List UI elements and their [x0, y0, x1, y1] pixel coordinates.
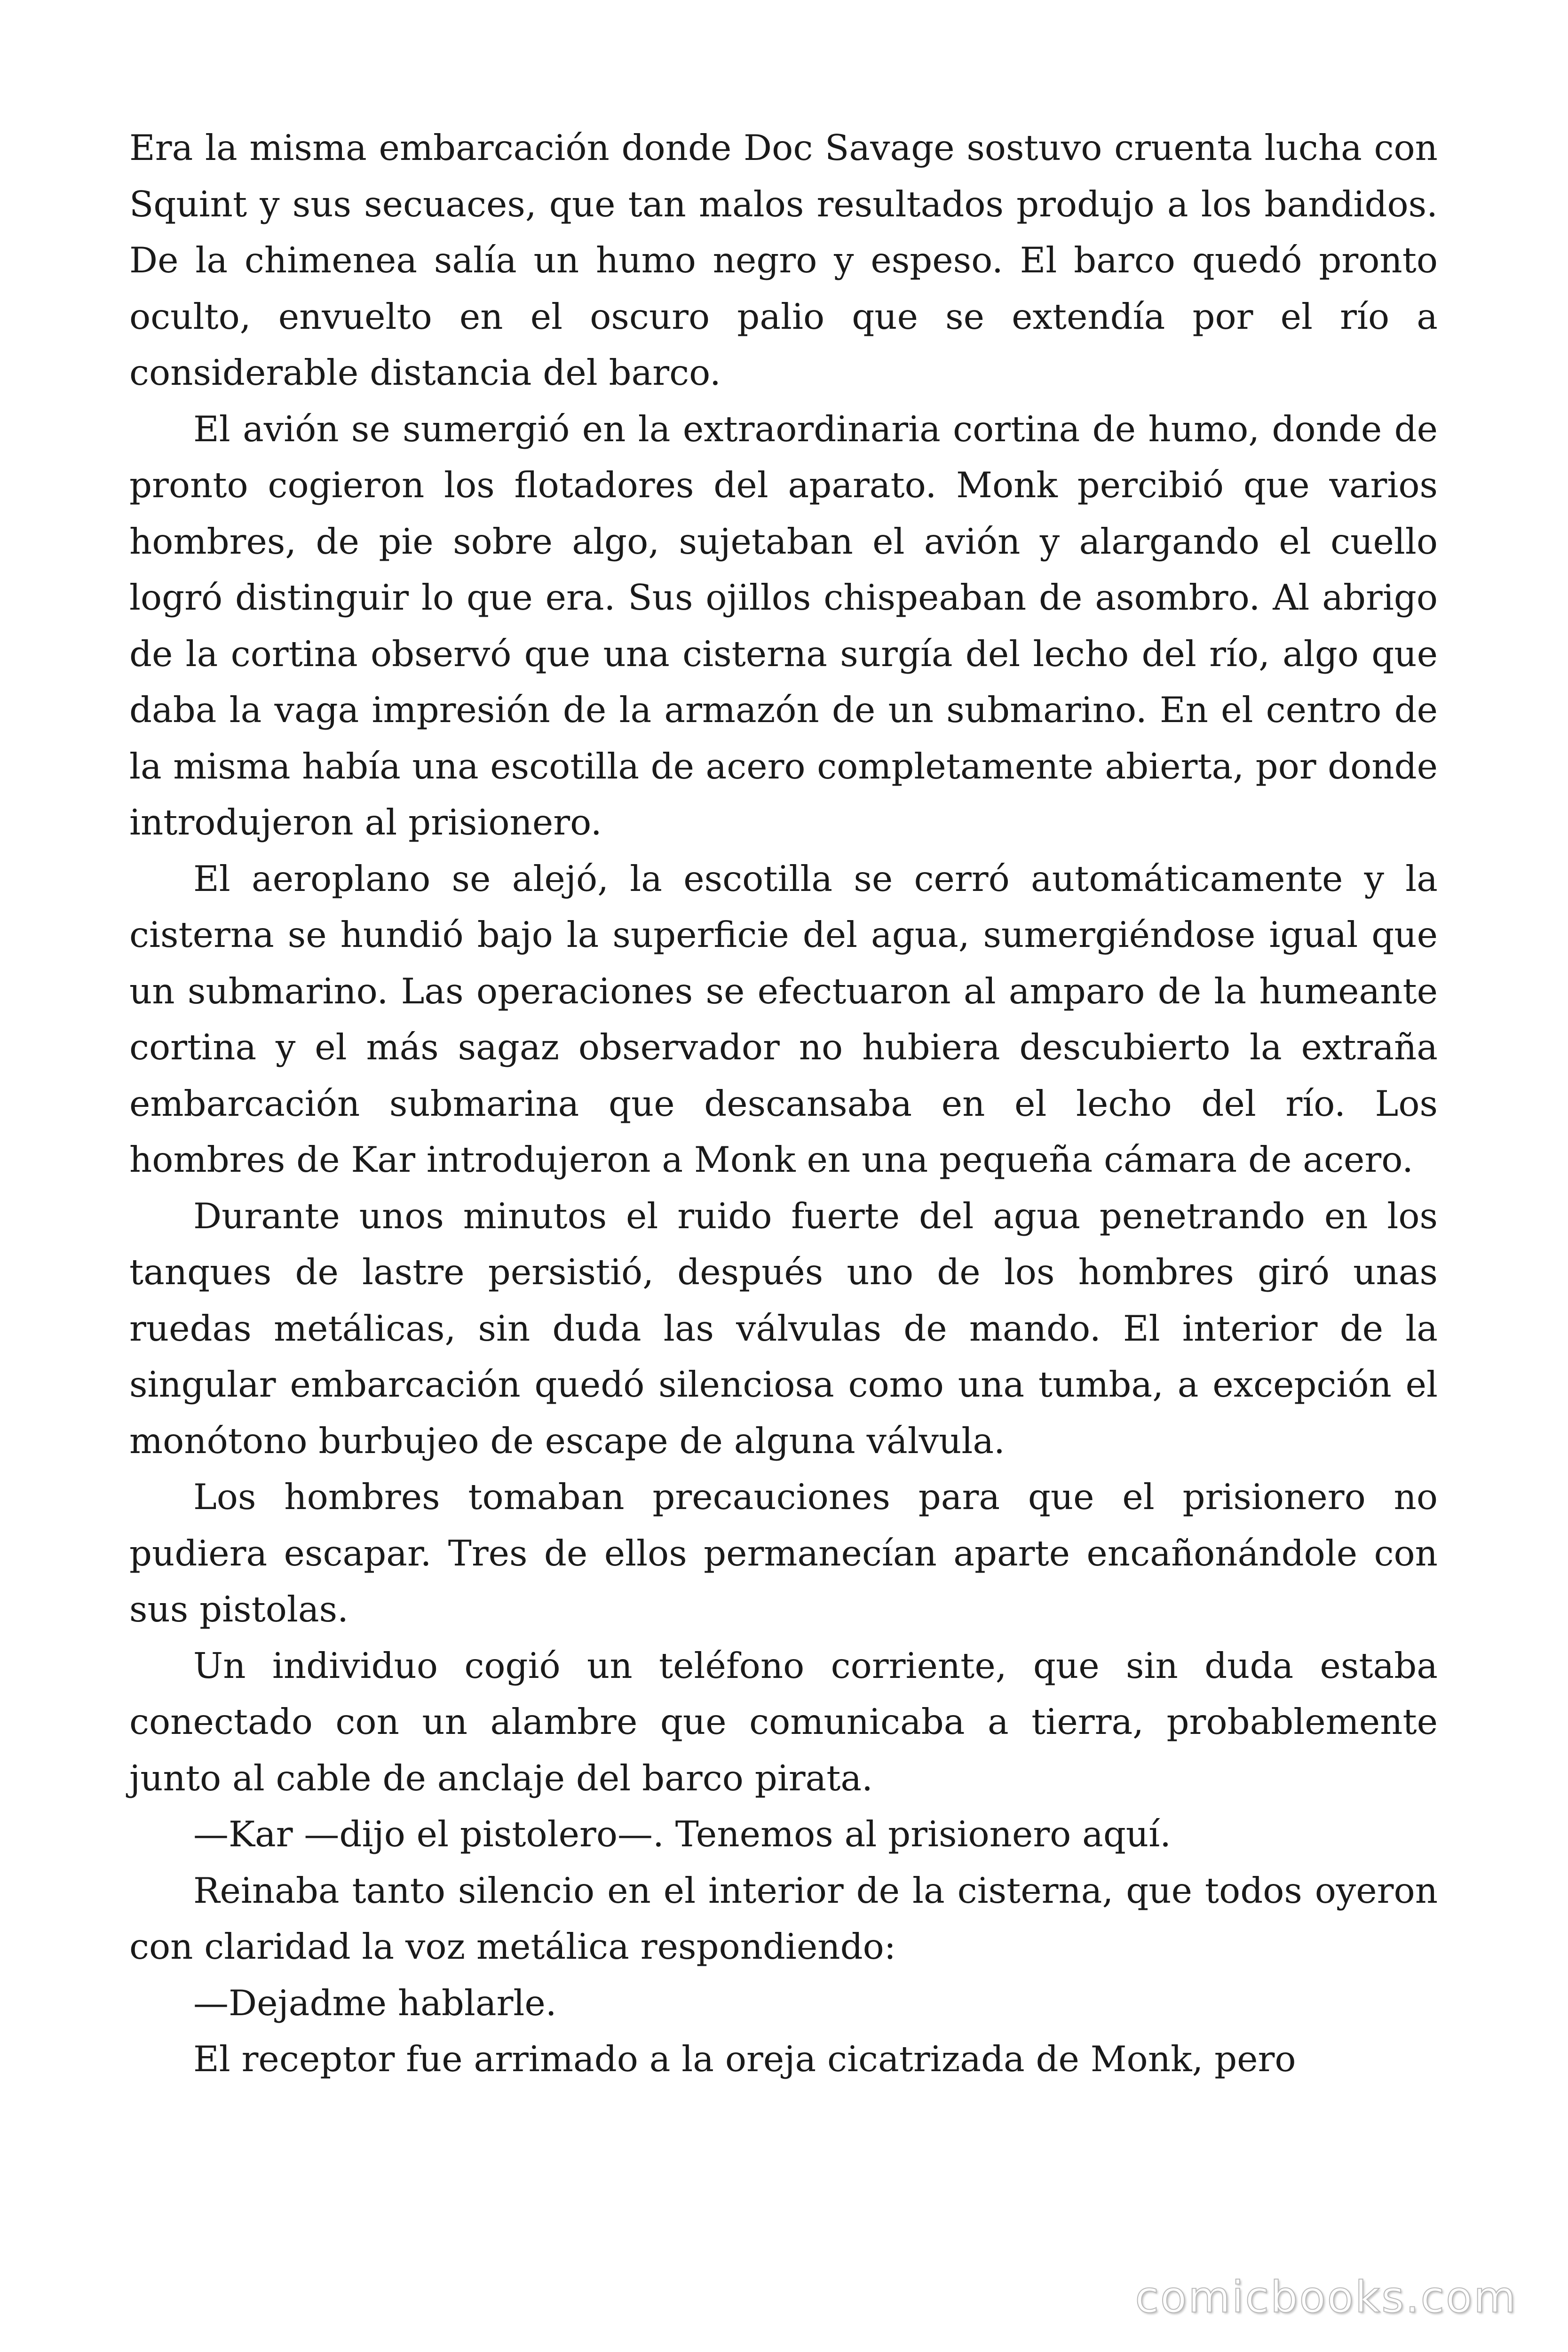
paragraph-1: Era la misma embarcación donde Doc Savage sostuvo cruenta lucha con Squint y sus secuaces, que tan malos resultados produjo a los bandidos. De la chimenea salía un humo negro y espeso. El barco quedó pronto oculto, envuelto en el oscuro palio que se extendía por el río a considerable distancia del barco. — [129, 127, 1438, 393]
paragraph-7: —Kar —dijo el pistolero—. Tenemos al prisionero aquí. — [193, 1813, 1172, 1855]
paragraph-5: Los hombres tomaban precauciones para que el prisionero no pudiera escapar. Tres de ellos permanecían aparte encañonándole con sus pistolas. — [129, 1476, 1438, 1630]
paragraph-3: El aeroplano se alejó, la escotilla se cerró automáticamente y la cisterna se hundió bajo la superficie del agua, sumergiéndose igual que un submarino. Las operaciones se efectuaron al amparo de la humeante cortina y el más sagaz observador no hubiera descubierto la extraña embarcación submarina que descansaba en el lecho del río. Los hombres de Kar introdujeron a Monk en una pequeña cámara de acero. — [129, 858, 1438, 1180]
paragraph-4: Durante unos minutos el ruido fuerte del agua penetrando en los tanques de lastre persistió, después uno de los hombres giró unas ruedas metálicas, sin duda las válvulas de mando. El interior de la singular embarcación quedó silenciosa como una tumba, a excepción el monótono burbujeo de escape de alguna válvula. — [129, 1195, 1438, 1462]
paragraph-8: Reinaba tanto silencio en el interior de la cisterna, que todos oyeron con claridad la voz metálica respondiendo: — [129, 1869, 1438, 1967]
paragraph-9: —Dejadme hablarle. — [193, 1982, 557, 2024]
paragraph-2: El avión se sumergió en la extraordinaria cortina de humo, donde de pronto cogieron los flotadores del aparato. Monk percibió que varios hombres, de pie sobre algo, sujetaban el avión y alargando el cuello logró distinguir lo que era. Sus ojillos chispeaban de asombro. Al abrigo de la cortina observó que una cisterna surgía del lecho del río, algo que daba la vaga impresión de la armazón de un submarino. En el centro de la misma había una escotilla de acero completamente abierta, por donde introdujeron al prisionero. — [129, 408, 1438, 843]
paragraph-6: Un individuo cogió un teléfono corriente, que sin duda estaba conectado con un alambre que comunicaba a tierra, probablemente junto al cable de anclaje del barco pirata. — [129, 1645, 1438, 1799]
body-text — [129, 120, 1438, 2088]
paragraph-10: El receptor fue arrimado a la oreja cicatrizada de Monk, pero — [193, 2038, 1296, 2080]
watermark: comicbooks.com — [1135, 2272, 1517, 2322]
